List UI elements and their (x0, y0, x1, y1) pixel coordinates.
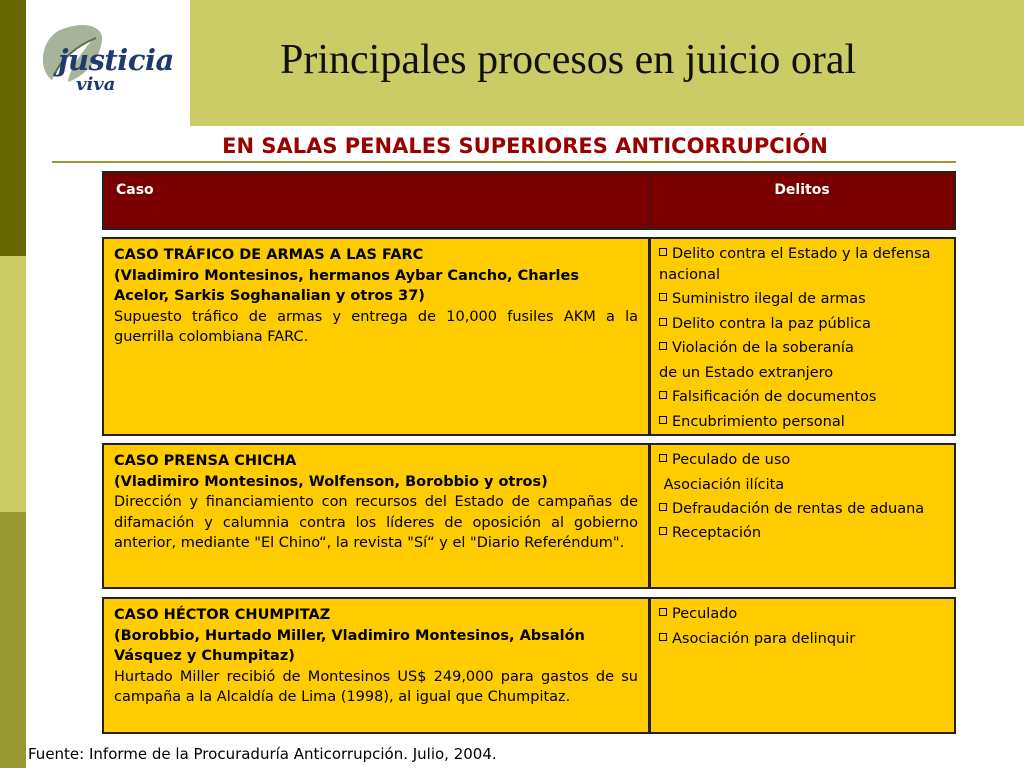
crime-item: Peculado (659, 604, 946, 625)
crime-item: Delito contra el Estado y la defensa nacional (659, 246, 931, 283)
square-bullet-icon (659, 391, 667, 399)
square-bullet-icon (659, 527, 667, 535)
crime-item: Delito contra la paz pública (659, 314, 946, 335)
square-bullet-icon (659, 633, 667, 641)
crime-item: Asociación ilícita (659, 476, 785, 493)
left-strip-bottom (0, 512, 26, 768)
case-title: CASO PRENSA CHICHA (114, 453, 297, 469)
case-defendants: (Vladimiro Montesinos, Wolfenson, Borobbio y otros) (114, 473, 548, 490)
slide-subtitle: EN SALAS PENALES SUPERIORES ANTICORRUPCIÓN (222, 134, 828, 158)
case-defendants: (Vladimiro Montesinos, hermanos Aybar Cancho, Charles Acelor, Sarkis Soghanalian y otros 37) (114, 267, 579, 304)
left-strip-middle (0, 256, 26, 512)
case-description: Dirección y financiamiento con recursos del Estado de campañas de difamación y calumnia contra los líderes de oposición al gobierno anterior, mediante "El Chino“, la revista "Sí“ y el "Diario Referéndum". (114, 494, 638, 551)
case-title: CASO HÉCTOR CHUMPITAZ (114, 607, 331, 623)
case-description: Hurtado Miller recibió de Montesinos US$ 249,000 para gastos de su campaña a la Alcaldía de Lima (1998), al igual que Chumpitaz. (114, 668, 638, 705)
slide-title: Principales procesos en juicio oral (280, 37, 857, 83)
crime-item: Receptación (659, 523, 946, 544)
case-cell (102, 443, 650, 589)
crime-item: Defraudación de rentas de aduana (659, 499, 946, 519)
case-defendants: (Borobbio, Hurtado Miller, Vladimiro Montesinos, Absalón Vásquez y Chumpitaz) (114, 627, 585, 664)
crimes-cell (649, 597, 956, 734)
crimes-cell (649, 443, 956, 589)
logo-text-justicia: justicia (58, 43, 174, 77)
square-bullet-icon (659, 454, 667, 462)
square-bullet-icon (659, 293, 667, 301)
crime-item: Asociación para delinquir (659, 629, 946, 650)
case-cell (102, 237, 650, 436)
square-bullet-icon (659, 608, 667, 616)
case-title: CASO TRÁFICO DE ARMAS A LAS FARC (114, 247, 424, 263)
square-bullet-icon (659, 503, 667, 511)
case-cell (102, 597, 650, 734)
column-header-caso: Caso (102, 171, 650, 230)
square-bullet-icon (659, 416, 667, 424)
crime-item: Falsificación de documentos (659, 387, 946, 408)
divider-line (52, 161, 956, 163)
left-strip-top (0, 0, 26, 256)
square-bullet-icon (659, 318, 667, 326)
case-description: Supuesto tráfico de armas y entrega de 10,000 fusiles AKM a la guerrilla colombiana FARC. (114, 308, 638, 345)
crime-item: de un Estado extranjero (659, 364, 834, 381)
column-header-delitos: Delitos (649, 171, 956, 230)
crime-item: Peculado de uso (659, 450, 946, 471)
crime-item: Encubrimiento personal (659, 412, 946, 433)
crime-item: Suministro ilegal de armas (659, 289, 946, 310)
square-bullet-icon (659, 342, 667, 350)
source-note: Fuente: Informe de la Procuraduría Anticorrupción. Julio, 2004. (28, 745, 497, 763)
crime-item: Violación de la soberanía (659, 338, 946, 359)
crimes-cell (649, 237, 956, 436)
logo-text-viva: viva (76, 74, 116, 95)
square-bullet-icon (659, 248, 667, 256)
